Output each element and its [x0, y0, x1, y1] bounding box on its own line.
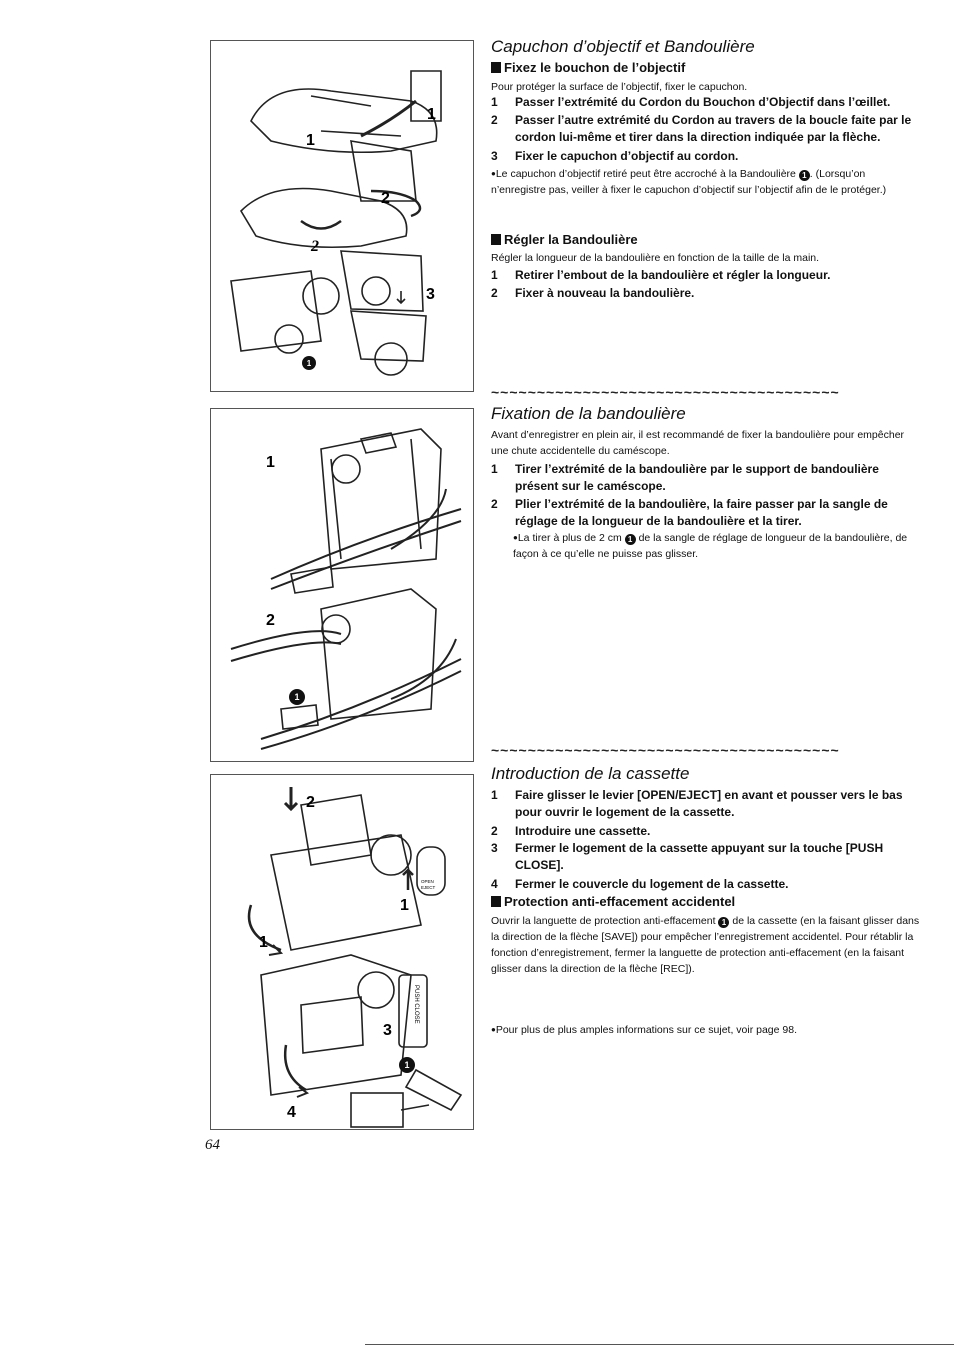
svg-text:1: 1 — [404, 1060, 410, 1070]
shoulder-strap-step-2: 2 Plier l’extrémité de la bandoulière, la faire passer par la sangle de réglage de la longueur de la bandoulière et la tirer. — [491, 497, 888, 528]
camera-strap-shape-1 — [251, 89, 437, 152]
erase-protection-text: Ouvrir la languette de protection anti-effacement 1 de la cassette (en la faisant glisser dans la direction de la flèche [SAVE]) pour empêcher l’enregistrement accidentel. Pour rétablir la fonction d’enregistrement, fermer la languette de protection anti-effacement (en la faisant glisser dans la direction de la flèche [REC]). — [491, 915, 920, 975]
subheading-fix-lens-cap: Fixez le bouchon de l’objectif — [491, 60, 685, 75]
cassette-step-2: 2 Introduire une cassette. — [491, 824, 651, 838]
subheading-erase-protection: Protection anti-effacement accidentel — [491, 894, 735, 909]
lens-cap-step-2: 2 Passer l’autre extrémité du Cordon au travers de la boucle faite par le cordon lui-même et tirer dans la direction indiquée par la flèche. — [491, 113, 912, 144]
cassette-note: ●Pour plus de plus amples informations sur ce sujet, voir page 98. — [491, 1024, 798, 1036]
camcorder-bottom — [321, 589, 436, 719]
adjust-strap-step-2: 2 Fixer à nouveau la bandoulière. — [491, 286, 695, 300]
cassette-step-1: 1 Faire glisser le levier [OPEN/EJECT] en avant et pousser vers le bas pour ouvrir le logement de la cassette. — [491, 788, 903, 819]
section-title-shoulder-strap: Fixation de la bandoulière — [491, 404, 686, 423]
round-bullet-icon: ● — [491, 169, 496, 178]
section-title-cassette: Introduction de la cassette — [491, 764, 690, 783]
fig2-label-1: 1 — [266, 454, 275, 471]
open-label: OPEN — [421, 879, 434, 884]
section-title-lens-cap: Capuchon d’objectif et Bandoulière — [491, 37, 755, 56]
fig1-label-2: 2 — [381, 190, 390, 207]
camcorder-open — [271, 835, 421, 950]
fig1-label-2b: 2 — [311, 238, 319, 255]
subheading-adjust-strap: Régler la Bandoulière — [491, 232, 638, 247]
lens-cap-intro: Pour protéger la surface de l’objectif, fixer le capuchon. — [491, 81, 748, 93]
figure-shoulder-strap — [210, 408, 474, 762]
callout-marker-1-icon: 1 — [718, 917, 729, 928]
cassette-step-3: 3 Fermer le logement de la cassette appuyant sur la touche [PUSH CLOSE]. — [491, 841, 884, 872]
fig2-label-2: 2 — [266, 612, 275, 629]
section-separator: ~~~~~~~~~~~~~~~~~~~~~~~~~~~~~~~~~~~~~~ — [491, 742, 840, 758]
callout-marker-1-icon: 1 — [799, 170, 810, 181]
fig3-label-3: 3 — [383, 1022, 392, 1039]
lens-cap-illustration — [211, 41, 473, 391]
page-number: 64 — [205, 1137, 220, 1153]
section-separator: ~~~~~~~~~~~~~~~~~~~~~~~~~~~~~~~~~~~~~~ — [491, 384, 840, 400]
figure-lens-cap — [210, 40, 474, 392]
round-bullet-icon: ● — [491, 1025, 496, 1034]
square-bullet-icon — [491, 234, 501, 245]
fig3-label-4: 4 — [287, 1104, 296, 1121]
shoulder-strap-illustration — [211, 409, 473, 761]
lens-cap-step-1: 1 Passer l’extrémité du Cordon du Bouchon d’Objectif dans l’œillet. — [491, 95, 891, 109]
cassette-illustration — [211, 775, 473, 1129]
fig3-label-1: 1 — [259, 934, 268, 951]
round-bullet-icon: ● — [513, 533, 518, 542]
lens-cap-step-3: 3 Fixer le capuchon d’objectif au cordon. — [491, 149, 739, 163]
push-close-label: PUSH CLOSE — [413, 985, 419, 1024]
fig1-label-3: 3 — [426, 286, 435, 303]
fig3-label-1b: 1 — [400, 897, 409, 914]
adjust-strap-step-1: 1 Retirer l’embout de la bandoulière et régler la longueur. — [491, 268, 831, 282]
adjust-strap-intro: Régler la longueur de la bandoulière en fonction de la taille de la main. — [491, 252, 820, 264]
lens-cap-note: ●Le capuchon d’objectif retiré peut être accroché à la Bandoulière 1 . (Lorsqu’on n’enregistre pas, veiller à fixer le capuchon d’objectif sur l’objectif afin de le protéger.) — [491, 168, 887, 196]
fig1-label-1: 1 — [427, 106, 436, 123]
eject-label: EJECT — [421, 885, 436, 890]
figure-cassette — [210, 774, 474, 1130]
fig1-label-1b: 1 — [306, 132, 315, 149]
square-bullet-icon — [491, 896, 501, 907]
shoulder-strap-step-1: 1 Tirer l’extrémité de la bandoulière par le support de bandoulière présent sur le caméscope. — [491, 462, 879, 493]
callout-marker-1-icon: 1 — [625, 534, 636, 545]
square-bullet-icon — [491, 62, 501, 73]
svg-text:1: 1 — [294, 692, 300, 702]
cassette-step-4: 4 Fermer le couvercle du logement de la cassette. — [491, 877, 789, 891]
svg-text:1: 1 — [306, 359, 312, 368]
fig3-label-2: 2 — [306, 794, 315, 811]
shoulder-strap-note: ●La tirer à plus de 2 cm 1 de la sangle de réglage de longueur de la bandoulière, de façon à ce qu’elle ne puisse pas glisser. — [513, 532, 908, 560]
footer-rule — [365, 1344, 954, 1345]
shoulder-strap-intro: Avant d’enregistrer en plein air, il est recommandé de fixer la bandoulière pour empêcher une chute accidentelle du caméscope. — [491, 429, 905, 457]
